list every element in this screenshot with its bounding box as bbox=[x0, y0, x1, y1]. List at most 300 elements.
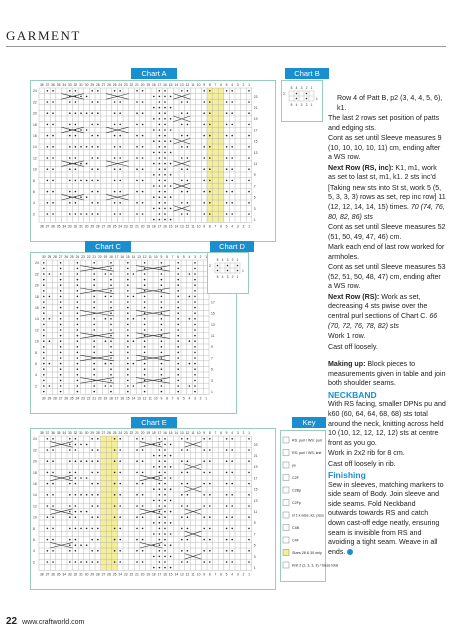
instr-p10: Work 1 row. bbox=[328, 332, 366, 341]
svg-text:14: 14 bbox=[174, 431, 179, 435]
svg-text:22: 22 bbox=[129, 572, 134, 577]
svg-text:19: 19 bbox=[253, 117, 258, 122]
svg-text:3: 3 bbox=[253, 554, 256, 559]
svg-text:7: 7 bbox=[253, 184, 256, 189]
svg-text:38: 38 bbox=[39, 431, 44, 435]
svg-text:35: 35 bbox=[56, 224, 61, 229]
instr-p4 bbox=[328, 164, 446, 183]
svg-text:12: 12 bbox=[185, 572, 190, 577]
svg-text:16: 16 bbox=[33, 134, 37, 138]
svg-text:6: 6 bbox=[220, 431, 222, 435]
svg-text:15: 15 bbox=[168, 224, 173, 229]
svg-text:19: 19 bbox=[103, 255, 108, 259]
svg-text:34: 34 bbox=[62, 224, 67, 229]
svg-text:30: 30 bbox=[84, 224, 89, 229]
svg-text:C2F: C2F bbox=[292, 476, 299, 480]
svg-text:15: 15 bbox=[168, 83, 173, 87]
svg-text:1: 1 bbox=[211, 390, 213, 394]
svg-text:17: 17 bbox=[157, 83, 162, 87]
svg-text:24: 24 bbox=[118, 431, 123, 435]
svg-text:24: 24 bbox=[33, 437, 37, 442]
svg-text:29: 29 bbox=[47, 396, 52, 401]
svg-text:5: 5 bbox=[182, 396, 185, 401]
svg-text:18: 18 bbox=[151, 83, 156, 87]
instr-p12 bbox=[328, 360, 446, 389]
svg-text:24: 24 bbox=[118, 224, 123, 229]
instr-p11: Cast off loosely. bbox=[328, 342, 378, 351]
svg-text:26: 26 bbox=[107, 431, 111, 435]
svg-text:10: 10 bbox=[33, 167, 37, 172]
svg-text:24: 24 bbox=[118, 572, 123, 577]
svg-text:27: 27 bbox=[101, 431, 106, 435]
instr-p5-italic: 70 (74, 76, 80, 82, 86) sts bbox=[328, 203, 445, 221]
svg-text:33: 33 bbox=[67, 83, 72, 87]
instr-p6: Cont as set until Sleeve measures 52 (51, 50, 49, 47, 46) cm. bbox=[328, 223, 446, 241]
svg-text:22: 22 bbox=[35, 272, 39, 277]
svg-text:8: 8 bbox=[166, 255, 168, 259]
instr-p15: Cast off loosely in rib. bbox=[328, 459, 396, 468]
svg-text:16: 16 bbox=[163, 431, 167, 435]
svg-text:7: 7 bbox=[214, 431, 217, 435]
svg-text:31: 31 bbox=[79, 431, 83, 435]
svg-text:22: 22 bbox=[129, 431, 134, 435]
svg-text:8: 8 bbox=[208, 83, 211, 87]
svg-text:1: 1 bbox=[248, 83, 250, 87]
svg-text:13: 13 bbox=[253, 150, 258, 155]
header-rule bbox=[6, 46, 446, 47]
svg-text:24: 24 bbox=[118, 83, 123, 87]
svg-text:1: 1 bbox=[248, 224, 250, 229]
svg-text:5: 5 bbox=[225, 572, 228, 577]
svg-text:29: 29 bbox=[90, 83, 95, 87]
svg-text:20: 20 bbox=[140, 224, 145, 229]
svg-text:34: 34 bbox=[62, 83, 67, 87]
svg-text:20: 20 bbox=[33, 111, 37, 116]
svg-text:C2Bp: C2Bp bbox=[292, 488, 301, 493]
svg-text:11: 11 bbox=[191, 83, 195, 87]
svg-text:19: 19 bbox=[253, 465, 258, 470]
chart-b bbox=[281, 80, 323, 122]
svg-text:21: 21 bbox=[135, 83, 139, 87]
svg-text:5: 5 bbox=[225, 83, 228, 87]
instr-p1: Row 4 of Patt B, p2 (3, 4, 4, 5, 6), k1. bbox=[337, 94, 443, 112]
instr-p9-bold: Next Row (RS): bbox=[328, 292, 380, 301]
svg-text:28: 28 bbox=[95, 224, 100, 229]
svg-text:32: 32 bbox=[73, 572, 78, 577]
svg-text:7: 7 bbox=[211, 356, 213, 361]
svg-text:4: 4 bbox=[188, 255, 191, 259]
section-header: GARMENT bbox=[6, 28, 81, 43]
instr-p7: Mark each end of last row worked for armholes. bbox=[328, 243, 445, 261]
instr-p12-bold: Making up: bbox=[328, 360, 366, 369]
chart-e-title: Chart E bbox=[131, 417, 177, 428]
svg-text:1: 1 bbox=[248, 431, 250, 435]
svg-text:29: 29 bbox=[90, 431, 95, 435]
svg-text:20: 20 bbox=[140, 83, 145, 87]
chart-a-title: Chart A bbox=[131, 68, 177, 79]
svg-text:30: 30 bbox=[41, 255, 46, 259]
svg-text:26: 26 bbox=[107, 83, 111, 87]
svg-text:36: 36 bbox=[51, 572, 55, 577]
svg-text:27: 27 bbox=[101, 572, 106, 577]
svg-text:35: 35 bbox=[56, 431, 61, 435]
svg-text:15: 15 bbox=[125, 255, 130, 259]
svg-text:1: 1 bbox=[236, 258, 239, 262]
instr-p9-text: Work as set, decreasing 4 sts pwise over the central purl sections of Chart C. bbox=[328, 292, 428, 321]
svg-text:28: 28 bbox=[95, 431, 100, 435]
svg-text:6: 6 bbox=[220, 83, 222, 87]
page-number: 22 bbox=[6, 616, 18, 627]
svg-text:10: 10 bbox=[196, 224, 201, 229]
svg-text:sl 1 k wise, k2, psso: sl 1 k wise, k2, psso bbox=[292, 513, 324, 518]
svg-text:19: 19 bbox=[146, 572, 151, 577]
svg-text:34: 34 bbox=[62, 572, 67, 577]
instr-p3: Cont as set until Sleeve measures 9 (10, 10, 10, 10, 11) cm, ending after a WS row. bbox=[328, 134, 442, 162]
svg-text:5: 5 bbox=[253, 195, 256, 200]
svg-text:19: 19 bbox=[146, 83, 151, 87]
svg-text:17: 17 bbox=[157, 224, 162, 229]
svg-text:5: 5 bbox=[225, 224, 228, 229]
svg-text:2: 2 bbox=[283, 91, 285, 96]
svg-text:14: 14 bbox=[174, 224, 179, 229]
instr-p4-bold: Next Row (RS, inc): bbox=[328, 163, 394, 172]
svg-text:3: 3 bbox=[236, 83, 239, 87]
svg-text:27: 27 bbox=[101, 83, 106, 87]
svg-text:8: 8 bbox=[33, 526, 35, 531]
svg-text:C2Fp: C2Fp bbox=[292, 501, 301, 505]
svg-text:RS: purl / WS: purl: RS: purl / WS: purl bbox=[292, 438, 322, 443]
instr-p14: Work in 2x2 rib for 8 cm. bbox=[328, 449, 405, 458]
svg-text:17: 17 bbox=[157, 572, 162, 577]
svg-text:15: 15 bbox=[168, 572, 173, 577]
svg-text:28: 28 bbox=[53, 255, 57, 259]
svg-text:20: 20 bbox=[97, 255, 102, 259]
svg-text:24: 24 bbox=[75, 396, 80, 401]
svg-text:21: 21 bbox=[135, 431, 139, 435]
svg-text:16: 16 bbox=[120, 396, 125, 401]
svg-text:16: 16 bbox=[120, 255, 125, 259]
svg-text:2: 2 bbox=[242, 224, 245, 229]
svg-text:38: 38 bbox=[39, 224, 44, 229]
svg-text:13: 13 bbox=[179, 431, 184, 435]
site-url: www.craftworld.com bbox=[22, 619, 85, 626]
svg-text:3: 3 bbox=[253, 206, 256, 211]
svg-text:2: 2 bbox=[199, 396, 202, 401]
svg-text:1: 1 bbox=[248, 572, 250, 577]
svg-text:7: 7 bbox=[214, 572, 217, 577]
svg-text:21: 21 bbox=[92, 396, 97, 401]
svg-text:31: 31 bbox=[79, 224, 83, 229]
svg-text:37: 37 bbox=[45, 431, 50, 435]
svg-text:20: 20 bbox=[97, 396, 102, 401]
instr-p13: With RS facing, smaller DPNs pu and k60 (60, 64, 64, 68, 68) sts total around the neck, knitting across held 10 (10, 12, 12, 12, 12) sts at centre front as you go. bbox=[328, 400, 446, 447]
svg-text:3: 3 bbox=[300, 103, 303, 107]
svg-text:20: 20 bbox=[35, 283, 39, 288]
svg-text:2: 2 bbox=[209, 263, 211, 268]
svg-text:9: 9 bbox=[203, 572, 206, 577]
end-dot-icon bbox=[347, 549, 353, 555]
svg-text:4: 4 bbox=[231, 83, 234, 87]
svg-text:8: 8 bbox=[208, 572, 211, 577]
svg-text:29: 29 bbox=[47, 255, 52, 259]
instr-p5-text: [Taking new sts into St st, work 5 (5, 5, 3, 3, 3) rows as set, rep inc row] 11 (12, 12, 14, 14, 15) times. bbox=[328, 183, 446, 212]
svg-text:35: 35 bbox=[56, 83, 61, 87]
svg-text:29: 29 bbox=[90, 224, 95, 229]
svg-text:8: 8 bbox=[35, 350, 37, 355]
svg-text:13: 13 bbox=[211, 322, 215, 327]
svg-text:9: 9 bbox=[160, 396, 163, 401]
svg-text:9: 9 bbox=[253, 521, 256, 526]
svg-text:9: 9 bbox=[203, 224, 206, 229]
finishing-heading: Finishing bbox=[328, 470, 366, 481]
svg-text:8: 8 bbox=[33, 178, 35, 183]
svg-text:23: 23 bbox=[123, 83, 128, 87]
svg-text:1: 1 bbox=[253, 218, 256, 222]
svg-text:11: 11 bbox=[253, 162, 258, 166]
svg-text:35: 35 bbox=[56, 572, 61, 577]
svg-text:23: 23 bbox=[123, 431, 128, 435]
svg-text:9: 9 bbox=[160, 255, 163, 259]
svg-text:37: 37 bbox=[45, 224, 50, 229]
svg-text:1: 1 bbox=[316, 96, 318, 101]
svg-text:21: 21 bbox=[92, 255, 97, 259]
svg-text:26: 26 bbox=[64, 255, 69, 259]
svg-text:2: 2 bbox=[242, 83, 245, 87]
svg-text:22: 22 bbox=[129, 224, 134, 229]
svg-text:2: 2 bbox=[231, 258, 234, 262]
key-title: Key bbox=[292, 417, 326, 428]
svg-text:10: 10 bbox=[196, 572, 201, 577]
svg-text:13: 13 bbox=[137, 255, 141, 259]
svg-text:25: 25 bbox=[112, 83, 117, 87]
svg-text:21: 21 bbox=[253, 106, 258, 110]
svg-text:28: 28 bbox=[95, 572, 100, 577]
instr-p16-text: Sew in sleeves, matching markers to side seam of Body. Join sleeve and side seams. Fold Neckband outwards towards RS and catch down cast-off edge neatly, ensuring seam is invisible from RS and avoiding a tight seam. Weave in all ends. bbox=[328, 480, 444, 556]
svg-text:5: 5 bbox=[290, 86, 293, 90]
svg-text:2: 2 bbox=[33, 560, 35, 565]
key-symbols bbox=[281, 431, 339, 581]
svg-text:11: 11 bbox=[191, 224, 195, 229]
svg-text:4: 4 bbox=[295, 86, 298, 90]
svg-text:20: 20 bbox=[140, 572, 145, 577]
svg-text:30: 30 bbox=[84, 83, 89, 87]
svg-text:13: 13 bbox=[253, 498, 258, 503]
svg-text:3: 3 bbox=[194, 255, 196, 259]
svg-text:C4B: C4B bbox=[292, 526, 299, 530]
svg-text:20: 20 bbox=[140, 431, 145, 435]
svg-text:5: 5 bbox=[182, 255, 185, 259]
svg-text:27: 27 bbox=[58, 396, 63, 401]
svg-text:6: 6 bbox=[177, 255, 180, 259]
svg-text:1: 1 bbox=[310, 103, 313, 107]
chart-e-grid bbox=[31, 429, 275, 589]
svg-text:5: 5 bbox=[290, 103, 293, 107]
svg-text:12: 12 bbox=[33, 156, 37, 161]
svg-text:18: 18 bbox=[151, 224, 156, 229]
svg-text:18: 18 bbox=[151, 431, 156, 435]
svg-text:23: 23 bbox=[81, 255, 85, 259]
svg-text:27: 27 bbox=[58, 255, 63, 259]
svg-text:5: 5 bbox=[225, 431, 228, 435]
svg-text:10: 10 bbox=[35, 339, 39, 344]
svg-text:Knit 2 (2, 3, 3, 3) / Siess to: Knit 2 (2, 3, 3, 3) / Siess total bbox=[292, 563, 339, 568]
svg-text:14: 14 bbox=[174, 83, 179, 87]
chart-b-grid bbox=[282, 81, 322, 121]
svg-text:28: 28 bbox=[95, 83, 100, 87]
svg-text:12: 12 bbox=[185, 224, 190, 229]
svg-text:25: 25 bbox=[112, 431, 117, 435]
svg-text:18: 18 bbox=[35, 294, 39, 299]
svg-text:14: 14 bbox=[35, 317, 39, 322]
svg-text:4: 4 bbox=[221, 275, 224, 279]
svg-text:23: 23 bbox=[81, 396, 85, 401]
svg-text:21: 21 bbox=[135, 572, 139, 577]
svg-text:5: 5 bbox=[216, 258, 219, 262]
svg-text:4: 4 bbox=[295, 103, 298, 107]
pattern-instructions bbox=[328, 94, 446, 558]
svg-text:4: 4 bbox=[231, 224, 234, 229]
svg-text:2: 2 bbox=[305, 103, 308, 107]
svg-text:8: 8 bbox=[166, 396, 168, 401]
svg-text:17: 17 bbox=[114, 396, 119, 401]
svg-text:23: 23 bbox=[123, 572, 128, 577]
svg-text:4: 4 bbox=[35, 373, 37, 378]
svg-text:15: 15 bbox=[253, 139, 258, 144]
svg-text:29: 29 bbox=[90, 572, 95, 577]
svg-text:32: 32 bbox=[73, 431, 78, 435]
svg-text:38: 38 bbox=[39, 572, 44, 577]
svg-text:6: 6 bbox=[220, 572, 222, 577]
svg-text:Sizes 28 & 30 only: Sizes 28 & 30 only bbox=[292, 551, 322, 555]
svg-text:24: 24 bbox=[33, 89, 37, 94]
svg-text:10: 10 bbox=[153, 396, 158, 401]
chart-d-title: Chart D bbox=[210, 241, 254, 252]
svg-text:14: 14 bbox=[33, 145, 37, 150]
svg-text:23: 23 bbox=[123, 224, 128, 229]
svg-text:25: 25 bbox=[112, 224, 117, 229]
svg-text:4: 4 bbox=[231, 572, 234, 577]
svg-text:15: 15 bbox=[168, 431, 173, 435]
svg-text:7: 7 bbox=[171, 396, 174, 401]
svg-text:12: 12 bbox=[142, 255, 147, 259]
instr-p16 bbox=[328, 481, 446, 557]
svg-text:12: 12 bbox=[142, 396, 147, 401]
svg-text:2: 2 bbox=[305, 86, 308, 90]
svg-text:1: 1 bbox=[205, 396, 208, 401]
svg-text:36: 36 bbox=[51, 83, 55, 87]
chart-b-title: Chart B bbox=[285, 68, 329, 79]
svg-text:12: 12 bbox=[35, 328, 39, 333]
svg-text:3: 3 bbox=[236, 431, 239, 435]
svg-text:16: 16 bbox=[163, 224, 167, 229]
svg-text:14: 14 bbox=[174, 572, 179, 577]
svg-text:21: 21 bbox=[253, 454, 258, 458]
svg-text:6: 6 bbox=[33, 538, 35, 542]
svg-text:37: 37 bbox=[45, 572, 50, 577]
svg-text:17: 17 bbox=[211, 300, 215, 305]
instr-p12-text: Block pieces to measurements given in table and join both shoulder seams. bbox=[328, 360, 446, 388]
svg-text:6: 6 bbox=[33, 190, 35, 194]
svg-text:3: 3 bbox=[226, 258, 229, 262]
svg-text:11: 11 bbox=[191, 572, 195, 577]
svg-text:22: 22 bbox=[86, 396, 91, 401]
svg-text:5: 5 bbox=[253, 543, 256, 548]
svg-text:17: 17 bbox=[114, 255, 119, 259]
svg-text:11: 11 bbox=[253, 510, 258, 514]
svg-text:16: 16 bbox=[33, 482, 37, 486]
svg-text:RS: purl / WS: knit: RS: purl / WS: knit bbox=[292, 451, 322, 455]
svg-text:18: 18 bbox=[151, 572, 156, 577]
svg-text:9: 9 bbox=[253, 173, 256, 178]
chart-d bbox=[207, 252, 249, 294]
svg-text:10: 10 bbox=[153, 255, 158, 259]
svg-text:1: 1 bbox=[310, 86, 313, 90]
svg-text:16: 16 bbox=[35, 306, 39, 310]
svg-text:19: 19 bbox=[146, 431, 151, 435]
svg-text:18: 18 bbox=[109, 255, 113, 259]
svg-text:4: 4 bbox=[188, 396, 191, 401]
svg-text:9: 9 bbox=[211, 345, 213, 350]
instr-p8: Cont as set until Sleeve measures 53 (52, 51, 50, 48, 47) cm, ending after a WS row. bbox=[328, 263, 446, 291]
svg-text:4: 4 bbox=[221, 258, 224, 262]
svg-text:12: 12 bbox=[185, 431, 190, 435]
svg-text:2: 2 bbox=[242, 431, 245, 435]
svg-text:37: 37 bbox=[45, 83, 50, 87]
svg-text:3: 3 bbox=[300, 86, 303, 90]
svg-text:19: 19 bbox=[146, 224, 151, 229]
svg-text:18: 18 bbox=[33, 470, 37, 475]
svg-text:1: 1 bbox=[242, 268, 244, 273]
svg-text:25: 25 bbox=[69, 255, 74, 259]
svg-text:31: 31 bbox=[79, 83, 83, 87]
svg-text:22: 22 bbox=[33, 448, 37, 453]
svg-text:17: 17 bbox=[157, 431, 162, 435]
svg-text:1: 1 bbox=[236, 275, 239, 279]
svg-text:9: 9 bbox=[203, 431, 206, 435]
svg-text:2: 2 bbox=[33, 212, 35, 217]
svg-text:23: 23 bbox=[253, 94, 258, 99]
chart-d-grid bbox=[208, 253, 248, 293]
svg-text:7: 7 bbox=[214, 83, 217, 87]
svg-text:6: 6 bbox=[220, 224, 222, 229]
svg-text:20: 20 bbox=[33, 459, 37, 464]
svg-text:11: 11 bbox=[211, 334, 215, 338]
svg-text:32: 32 bbox=[73, 224, 78, 229]
instr-p9-italic: 66 (70, 72, 76, 78, 82) sts bbox=[328, 312, 438, 330]
svg-text:22: 22 bbox=[129, 83, 134, 87]
svg-text:3: 3 bbox=[211, 378, 213, 383]
svg-text:7: 7 bbox=[171, 255, 174, 259]
svg-text:2: 2 bbox=[199, 255, 202, 259]
svg-text:11: 11 bbox=[148, 255, 152, 259]
chart-a-grid bbox=[31, 81, 275, 241]
svg-text:22: 22 bbox=[33, 100, 37, 105]
svg-text:4: 4 bbox=[231, 431, 234, 435]
svg-text:6: 6 bbox=[35, 362, 37, 366]
svg-text:25: 25 bbox=[112, 572, 117, 577]
svg-text:13: 13 bbox=[179, 224, 184, 229]
svg-text:32: 32 bbox=[73, 83, 78, 87]
svg-text:21: 21 bbox=[135, 224, 139, 229]
svg-text:5: 5 bbox=[216, 275, 219, 279]
svg-text:31: 31 bbox=[79, 572, 83, 577]
svg-text:2: 2 bbox=[231, 275, 234, 279]
svg-text:2: 2 bbox=[242, 572, 245, 577]
svg-text:18: 18 bbox=[109, 396, 113, 401]
svg-text:38: 38 bbox=[39, 83, 44, 87]
svg-text:26: 26 bbox=[107, 572, 111, 577]
svg-text:10: 10 bbox=[196, 83, 201, 87]
